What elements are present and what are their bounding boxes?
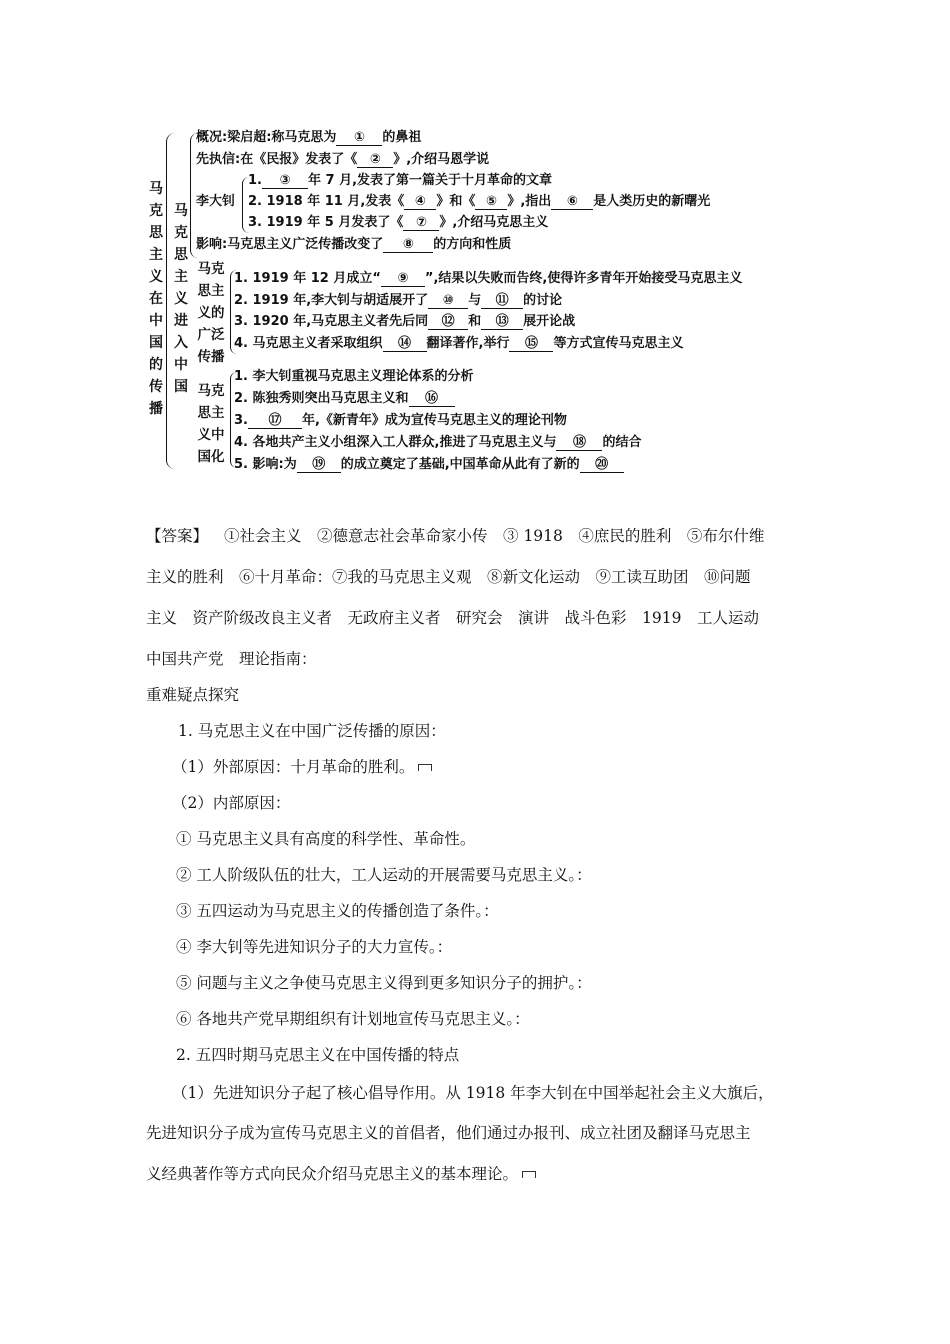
paragraph-line-3: 义经典著作等方式向民众介绍马克思主义的基本理论。	[146, 1164, 536, 1184]
outer-title-char: 思	[149, 225, 163, 241]
reason-6: ⑥ 各地共产党早期组织有计划地宣传马克思主义。：	[176, 1010, 530, 1028]
sinicize-title	[194, 380, 228, 468]
outer-title-char: 中	[149, 313, 163, 329]
line-spread-1: 1. 1919 年 12 月成立“ ⑨ ”,结果以失败而告终,使得许多青年开始接受马克思主义	[234, 271, 743, 286]
answer-line-1: 【答案】 ①社会主义 ②德意志社会革命家小传 ③ 1918 ④庶民的胜利 ⑤布尔什维	[146, 527, 765, 545]
line-sinicize-4: 4. 各地共产主义小组深入工人群众,推进了马克思主义与 ⑱ 的结合	[234, 435, 642, 450]
answer-line-4: 中国共产党 理论指南：	[146, 650, 317, 668]
outer-title-char: 播	[149, 401, 163, 417]
question-1-external: （1）外部原因：十月革命的胜利。	[172, 757, 432, 777]
line-li-1: 1. ③ 年 7 月,发表了第一篇关于十月革命的文章	[248, 173, 553, 188]
line-influence: 影响:马克思主义广泛传播改变了 ⑧ 的方向和性质	[196, 237, 512, 252]
outer-title-char: 主	[149, 247, 163, 263]
paragraph-line-2: 先进知识分子成为宣传马克思主义的首倡者，他们通过办报刊、成立社团及翻译马克思主	[146, 1124, 751, 1142]
col2-title-char: 思	[174, 247, 188, 263]
knowledge-structure-diagram	[0, 0, 950, 480]
diagram-col2-title	[172, 200, 190, 398]
answer-line-3: 主义 资产阶级改良主义者 无政府主义者 研究会 演讲 战斗色彩 1919 工人运动	[146, 609, 759, 627]
line-spread-3: 3. 1920 年,马克思主义者先后同 ⑫ 和 ⑬ 展开论战	[234, 314, 576, 329]
outer-title-char: 的	[149, 357, 163, 373]
line-li-3: 3. 1919 年 5 月发表了《 ⑦ 》,介绍马克思主义	[248, 215, 549, 230]
col2-title-char: 进	[174, 313, 188, 329]
sinicize-title-char: 思主	[197, 405, 225, 421]
line-spread-2: 2. 1919 年,李大钊与胡适展开了 ⑩ 与 ⑪ 的讨论	[234, 293, 563, 308]
spread-title-char: 传播	[197, 349, 225, 365]
col2-title-char: 主	[174, 269, 188, 285]
edit-mark-icon	[522, 1171, 536, 1178]
spread-title-char: 广泛	[197, 327, 225, 343]
outer-title-char: 克	[149, 203, 163, 219]
col2-title-char: 入	[174, 335, 188, 351]
col2-title-char: 义	[174, 291, 188, 307]
outer-title-char: 传	[149, 379, 163, 395]
line-overview: 概况:梁启超:称马克思为 ① 的鼻祖	[196, 130, 422, 145]
line-spread-4: 4. 马克思主义者采取组织 ⑭ 翻译著作,举行 ⑮ 等方式宣传马克思主义	[234, 336, 684, 351]
spread-title-char: 马克	[197, 261, 225, 277]
line-sinicize-2: 2. 陈独秀则突出马克思主义和 ⑯	[234, 390, 455, 408]
reason-3: ③ 五四运动为马克思主义的传播创造了条件。：	[176, 902, 499, 920]
line-sinicize-3: 3. ⑰ 年,《新青年》成为宣传马克思主义的理论刊物	[234, 413, 567, 428]
reason-4: ④ 李大钊等先进知识分子的大力宣传。：	[176, 938, 453, 956]
col2-title-char: 中	[174, 357, 188, 373]
col2-title-char: 国	[174, 379, 188, 395]
edit-mark-icon	[418, 764, 432, 771]
outer-title-char: 在	[149, 291, 163, 307]
sinicize-title-char: 义中	[197, 427, 225, 443]
col2-title-char: 克	[174, 225, 188, 241]
reason-2: ② 工人阶级队伍的壮大，工人运动的开展需要马克思主义。：	[176, 866, 592, 884]
col2-title-char: 马	[174, 203, 188, 219]
outer-title-char: 马	[149, 181, 163, 197]
sinicize-title-char: 马克	[197, 383, 225, 399]
spread-title-char: 义的	[197, 305, 225, 321]
question-1: 1. 马克思主义在中国广泛传播的原因：	[178, 722, 446, 740]
paragraph-line-1: （1）先进知识分子起了核心倡导作用。从 1918 年李大钊在中国举起社会主义大旗后，	[172, 1084, 774, 1102]
outer-title-char: 国	[149, 335, 163, 351]
answer-line-2: 主义的胜利 ⑥十月革命：⑦我的马克思主义观 ⑧新文化运动 ⑨工读互助团 ⑩问题	[146, 568, 751, 586]
line-zhizhixin: 先执信:在《民报》发表了《 ② 》,介绍马恩学说	[196, 152, 490, 167]
diagram-outer-title	[147, 178, 165, 420]
line-sinicize-1: 1. 李大钊重视马克思主义理论体系的分析	[234, 369, 474, 384]
question-1-internal: （2）内部原因：	[172, 794, 291, 812]
li-dazhao-label: 李大钊	[196, 194, 236, 209]
outer-title-char: 义	[149, 269, 163, 285]
reason-5: ⑤ 问题与主义之争使马克思主义得到更多知识分子的拥护。：	[176, 974, 592, 992]
sinicize-title-char: 国化	[197, 449, 225, 465]
spread-title-char: 思主	[197, 283, 225, 299]
line-sinicize-5: 5. 影响:为 ⑲ 的成立奠定了基础,中国革命从此有了新的 ⑳	[234, 456, 624, 474]
question-2: 2. 五四时期马克思主义在中国传播的特点	[176, 1046, 460, 1064]
reason-1: ① 马克思主义具有高度的科学性、革命性。	[176, 830, 476, 848]
spread-title	[194, 258, 228, 368]
answer-label: 【答案】	[146, 527, 209, 545]
line-li-2: 2. 1918 年 11 月,发表《 ④ 》和《 ⑤ 》,指出 ⑥ 是人类历史的新曙光	[248, 194, 711, 209]
section-heading: 重难疑点探究	[146, 686, 240, 704]
